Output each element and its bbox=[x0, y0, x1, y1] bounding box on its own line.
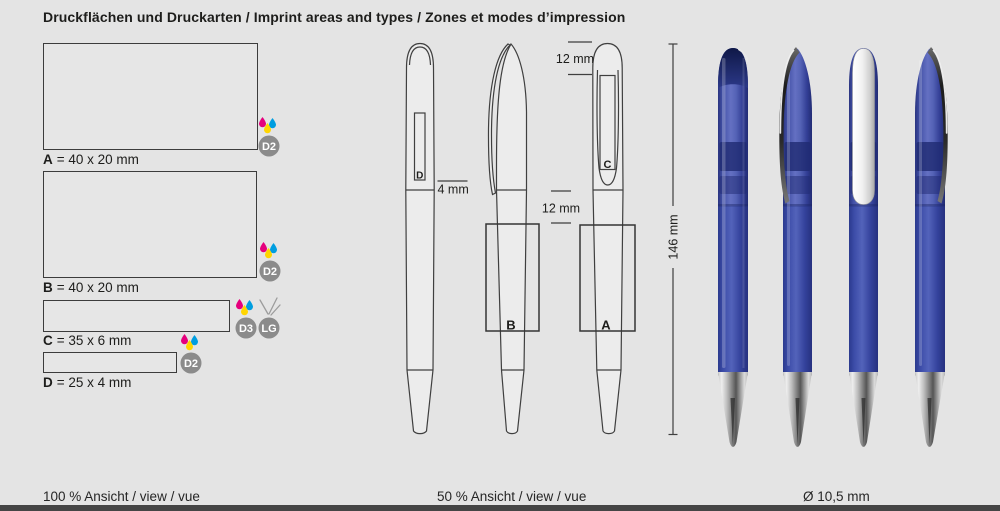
area-dims-a: = 40 x 20 mm bbox=[56, 152, 139, 167]
pen-render-side-right bbox=[915, 47, 948, 447]
dim-label-length: 146 mm bbox=[666, 214, 681, 260]
zone-letter-b: B bbox=[506, 317, 516, 333]
zone-letter-c: C bbox=[603, 159, 612, 171]
dimension-length bbox=[667, 44, 681, 435]
dim-label-cap-tip: 12 mm bbox=[555, 52, 595, 66]
print-method-icon-d2-a bbox=[256, 115, 282, 159]
cmy-drops-icon bbox=[259, 117, 276, 133]
print-method-icon-d2-d bbox=[178, 332, 204, 376]
footer-view-50: 50 % Ansicht / view / vue bbox=[437, 489, 587, 504]
badge-label: D3 bbox=[238, 323, 254, 335]
badge-label: D2 bbox=[262, 266, 278, 278]
cmy-drops-icon bbox=[236, 299, 253, 315]
imprint-area-rect-d bbox=[43, 352, 177, 373]
footer-diameter: Ø 10,5 mm bbox=[803, 489, 870, 504]
pen-render-back bbox=[849, 48, 878, 447]
pen-renders bbox=[700, 40, 1000, 460]
dimension-cap-zone bbox=[542, 191, 580, 223]
area-letter-a: A bbox=[43, 152, 53, 167]
badge-label: LG bbox=[261, 323, 277, 335]
area-letter-c: C bbox=[43, 333, 53, 348]
laser-rays-icon bbox=[260, 298, 280, 315]
area-dims-c: = 35 x 6 mm bbox=[56, 333, 132, 348]
pen-outline-front bbox=[406, 44, 434, 434]
dimension-clip-width bbox=[438, 181, 469, 197]
pen-outline-back bbox=[593, 44, 623, 434]
imprint-area-label-a bbox=[43, 152, 139, 167]
imprint-area-rect-c bbox=[43, 300, 230, 332]
imprint-area-label-c bbox=[43, 333, 131, 348]
imprint-area-label-b bbox=[43, 280, 139, 295]
print-method-icon-lg-c bbox=[256, 297, 282, 341]
area-letter-b: B bbox=[43, 280, 53, 295]
dim-label-clip: 4 mm bbox=[437, 182, 469, 197]
area-dims-b: = 40 x 20 mm bbox=[56, 280, 139, 295]
cmy-drops-icon bbox=[260, 242, 277, 258]
print-method-icon-d2-b bbox=[257, 240, 283, 284]
footer-view-100: 100 % Ansicht / view / vue bbox=[43, 489, 200, 504]
badge-label: D2 bbox=[183, 358, 199, 370]
page-title: Druckflächen und Druckarten / Imprint areas and types / Zones et modes d’impression bbox=[43, 9, 626, 25]
area-dims-d: = 25 x 4 mm bbox=[56, 375, 132, 390]
badge-label: D2 bbox=[261, 141, 277, 153]
dim-label-cap-zone: 12 mm bbox=[541, 201, 581, 216]
pen-outline-side bbox=[488, 44, 526, 434]
zone-letter-d: D bbox=[416, 170, 424, 182]
area-letter-d: D bbox=[43, 375, 53, 390]
zone-letter-a: A bbox=[601, 317, 611, 333]
technical-drawing bbox=[380, 30, 700, 460]
imprint-area-rect-a bbox=[43, 43, 258, 150]
white-clip bbox=[853, 49, 875, 205]
imprint-area-rect-b bbox=[43, 171, 257, 278]
dimension-cap-tip bbox=[556, 42, 594, 75]
page-bottom-divider bbox=[0, 505, 1000, 511]
imprint-area-label-d bbox=[43, 375, 131, 390]
cmy-drops-icon bbox=[181, 334, 198, 350]
pen-render-side-left bbox=[779, 47, 812, 447]
pen-render-front bbox=[718, 48, 748, 447]
